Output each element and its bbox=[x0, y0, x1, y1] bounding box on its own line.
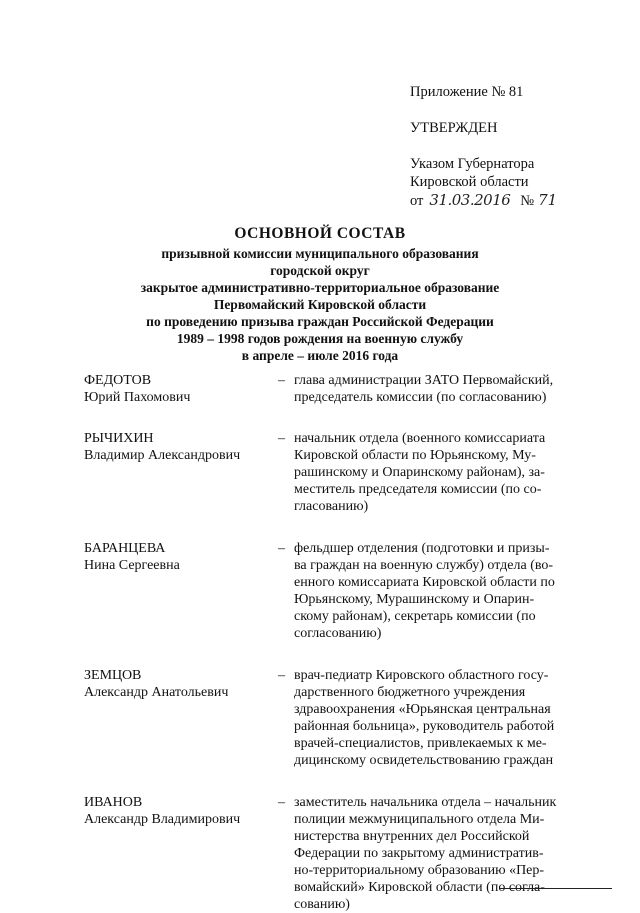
member-entry bbox=[84, 540, 584, 642]
role-line: скому районам), секретарь комиссии (по bbox=[294, 609, 536, 624]
title-line: закрытое административно-территориальное образование bbox=[140, 280, 500, 295]
member-name bbox=[84, 794, 284, 913]
role-line: заместитель начальника отдела – начальник bbox=[294, 795, 557, 810]
from-label: от bbox=[410, 193, 424, 209]
member-dash: – bbox=[278, 373, 285, 388]
role-line: фельдшер отделения (подготовки и призы- bbox=[294, 541, 550, 556]
title-line: Первомайский Кировской области bbox=[213, 297, 427, 312]
member-role bbox=[294, 540, 584, 642]
role-line: согласованию) bbox=[294, 626, 382, 641]
role-line: но-территориальному образованию «Пер- bbox=[294, 863, 545, 878]
member-role bbox=[294, 667, 584, 769]
decree-line-1: Указом Губернатора bbox=[410, 156, 535, 172]
member-surname: ИВАНОВ bbox=[84, 795, 143, 810]
title-line: в апреле – июле 2016 года bbox=[241, 348, 399, 363]
member-role bbox=[294, 794, 584, 913]
title-line: призывной комиссии муниципального образования bbox=[161, 246, 479, 261]
title-line: по проведению призыва граждан Российской Федерации bbox=[146, 314, 494, 329]
role-line: вомайский» Кировской области (по согла- bbox=[294, 880, 545, 895]
role-line: ва граждан на военную службу) отдела (во- bbox=[294, 558, 554, 573]
role-line: глава администрации ЗАТО Первомайский, bbox=[294, 373, 554, 388]
role-line: районная больница», руководитель работой bbox=[294, 719, 555, 734]
member-given-name: Юрий Пахомович bbox=[84, 390, 191, 405]
role-line: Кировской области по Юрьянскому, Му- bbox=[294, 448, 536, 463]
number-label: № bbox=[520, 193, 535, 209]
member-name bbox=[84, 372, 284, 406]
role-line: дицинскому освидетельствованию граждан bbox=[294, 753, 554, 768]
member-name bbox=[84, 540, 284, 642]
approved-stamp-text: УТВЕРЖДЕН bbox=[410, 120, 498, 136]
role-line: здравоохранения «Юрьянская центральная bbox=[294, 702, 551, 717]
footer-divider bbox=[500, 888, 612, 889]
role-line: гласованию) bbox=[294, 499, 369, 514]
member-entry bbox=[84, 794, 584, 913]
role-line: Федерации по закрытому административ- bbox=[294, 846, 544, 861]
member-given-name: Нина Сергеевна bbox=[84, 558, 180, 573]
appendix-number: Приложение № 81 bbox=[410, 84, 524, 100]
decree-line-2: Кировской области bbox=[410, 174, 529, 190]
approval-block bbox=[410, 83, 625, 210]
handwritten-date: 31.03.2016 bbox=[429, 191, 511, 209]
member-dash: – bbox=[278, 541, 285, 556]
handwritten-number: 71 bbox=[538, 191, 558, 209]
document-title bbox=[60, 223, 580, 364]
role-line: нистерства внутренних дел Российской bbox=[294, 829, 530, 844]
role-line: врач-педиатр Кировского областного госу- bbox=[294, 668, 549, 683]
member-dash: – bbox=[278, 795, 285, 810]
decree-date-row bbox=[410, 191, 625, 210]
member-entry bbox=[84, 667, 584, 769]
member-given-name: Александр Анатольевич bbox=[84, 685, 229, 700]
member-name bbox=[84, 430, 284, 515]
member-role bbox=[294, 372, 584, 406]
role-line: начальник отдела (военного комиссариата bbox=[294, 431, 546, 446]
member-dash: – bbox=[278, 431, 285, 446]
member-dash: – bbox=[278, 668, 285, 683]
member-entry bbox=[84, 372, 584, 406]
role-line: полиции межмуниципального отдела Ми- bbox=[294, 812, 545, 827]
member-surname: БАРАНЦЕВА bbox=[84, 541, 166, 556]
role-line: меститель председателя комиссии (по со- bbox=[294, 482, 542, 497]
member-entry bbox=[84, 430, 584, 515]
member-name bbox=[84, 667, 284, 769]
member-given-name: Владимир Александрович bbox=[84, 448, 241, 463]
role-line: Юрьянскому, Мурашинскому и Опарин- bbox=[294, 592, 535, 607]
member-given-name: Александр Владимирович bbox=[84, 812, 241, 827]
members-list bbox=[84, 372, 584, 913]
role-line: енного комиссариата Кировской области по bbox=[294, 575, 555, 590]
member-surname: РЫЧИХИН bbox=[84, 431, 154, 446]
title-main: ОСНОВНОЙ СОСТАВ bbox=[234, 225, 406, 242]
title-line: городской округ bbox=[270, 263, 370, 278]
member-surname: ЗЕМЦОВ bbox=[84, 668, 142, 683]
role-line: сованию) bbox=[294, 897, 350, 912]
role-line: дарственного бюджетного учреждения bbox=[294, 685, 526, 700]
member-role bbox=[294, 430, 584, 515]
role-line: рашинскому и Опаринскому районам), за- bbox=[294, 465, 545, 480]
title-line: 1989 – 1998 годов рождения на военную службу bbox=[176, 331, 464, 346]
role-line: председатель комиссии (по согласованию) bbox=[294, 390, 547, 405]
member-surname: ФЕДОТОВ bbox=[84, 373, 152, 388]
role-line: врачей-специалистов, привлекаемых к ме- bbox=[294, 736, 547, 751]
